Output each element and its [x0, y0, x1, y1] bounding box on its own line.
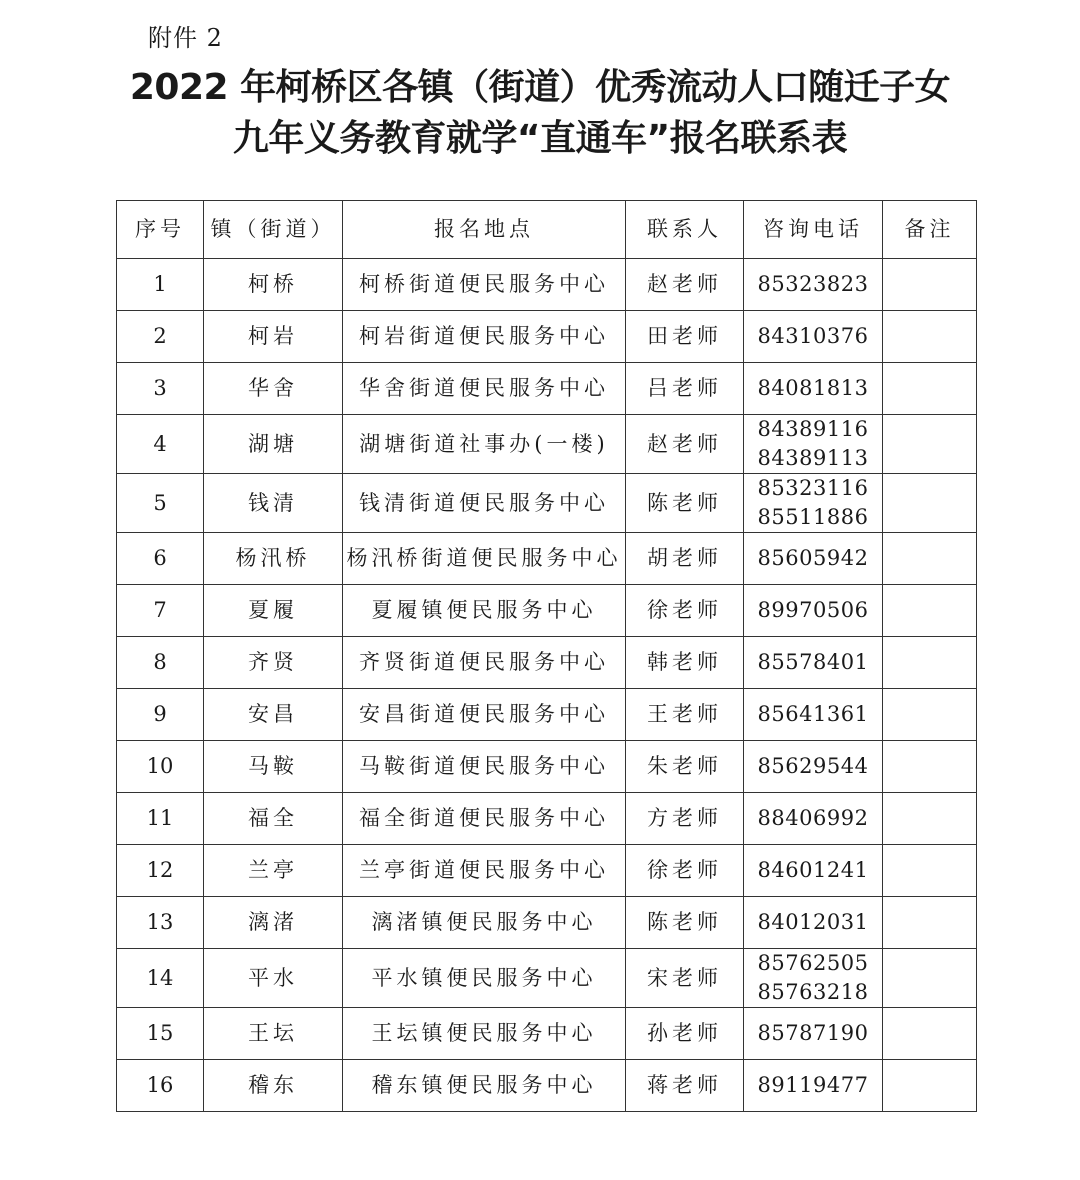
cell-no: 16	[117, 1060, 204, 1112]
cell-town: 马鞍	[204, 741, 343, 793]
cell-town: 华舍	[204, 363, 343, 415]
cell-contact: 朱老师	[626, 741, 744, 793]
cell-no: 14	[117, 949, 204, 1008]
phone-number: 89119477	[757, 1073, 869, 1097]
cell-note	[883, 474, 977, 533]
cell-no: 5	[117, 474, 204, 533]
cell-no: 13	[117, 897, 204, 949]
cell-no: 15	[117, 1008, 204, 1060]
phone-number: 85578401	[757, 650, 869, 674]
header-town: 镇（街道）	[204, 201, 343, 259]
cell-town: 安昌	[204, 689, 343, 741]
cell-place: 兰亭街道便民服务中心	[343, 845, 626, 897]
table-row	[117, 415, 977, 474]
cell-phone	[744, 259, 883, 311]
cell-note	[883, 533, 977, 585]
table-body	[117, 259, 977, 1112]
cell-place: 柯岩街道便民服务中心	[343, 311, 626, 363]
cell-note	[883, 363, 977, 415]
cell-no: 6	[117, 533, 204, 585]
table-row	[117, 533, 977, 585]
phone-number: 84389116	[757, 417, 869, 441]
cell-contact: 赵老师	[626, 259, 744, 311]
header-no: 序号	[117, 201, 204, 259]
cell-note	[883, 793, 977, 845]
cell-phone	[744, 585, 883, 637]
cell-town: 钱清	[204, 474, 343, 533]
cell-no: 2	[117, 311, 204, 363]
cell-no: 8	[117, 637, 204, 689]
cell-contact: 赵老师	[626, 415, 744, 474]
cell-place: 杨汛桥街道便民服务中心	[343, 533, 626, 585]
table-row	[117, 845, 977, 897]
cell-note	[883, 1060, 977, 1112]
document-title-line-1: 2022 年柯桥区各镇（街道）优秀流动人口随迁子女	[129, 67, 951, 108]
table-row	[117, 949, 977, 1008]
cell-place: 华舍街道便民服务中心	[343, 363, 626, 415]
cell-phone	[744, 741, 883, 793]
cell-phone	[744, 311, 883, 363]
cell-phone	[744, 474, 883, 533]
table-row	[117, 741, 977, 793]
phone-number: 88406992	[757, 806, 869, 830]
phone-number: 84601241	[757, 858, 869, 882]
table-row	[117, 793, 977, 845]
cell-place: 安昌街道便民服务中心	[343, 689, 626, 741]
cell-contact: 王老师	[626, 689, 744, 741]
document-title-line-2: 九年义务教育就学“直通车”报名联系表	[232, 118, 848, 159]
cell-contact: 田老师	[626, 311, 744, 363]
table-row	[117, 474, 977, 533]
cell-town: 兰亭	[204, 845, 343, 897]
cell-phone	[744, 1060, 883, 1112]
cell-contact: 胡老师	[626, 533, 744, 585]
cell-contact: 陈老师	[626, 474, 744, 533]
cell-place: 福全街道便民服务中心	[343, 793, 626, 845]
cell-town: 福全	[204, 793, 343, 845]
cell-note	[883, 259, 977, 311]
cell-place: 齐贤街道便民服务中心	[343, 637, 626, 689]
cell-note	[883, 311, 977, 363]
cell-contact: 陈老师	[626, 897, 744, 949]
phone-number: 85511886	[757, 505, 869, 529]
header-place: 报名地点	[343, 201, 626, 259]
cell-no: 11	[117, 793, 204, 845]
cell-phone	[744, 363, 883, 415]
phone-number: 84389113	[757, 446, 869, 470]
cell-no: 1	[117, 259, 204, 311]
cell-town: 稽东	[204, 1060, 343, 1112]
cell-town: 王坛	[204, 1008, 343, 1060]
header-note: 备注	[883, 201, 977, 259]
table-row	[117, 259, 977, 311]
table-row	[117, 637, 977, 689]
cell-note	[883, 637, 977, 689]
cell-town: 平水	[204, 949, 343, 1008]
phone-number: 85605942	[757, 546, 869, 570]
table-row	[117, 1008, 977, 1060]
cell-note	[883, 415, 977, 474]
cell-place: 稽东镇便民服务中心	[343, 1060, 626, 1112]
cell-contact: 吕老师	[626, 363, 744, 415]
phone-number: 84310376	[757, 324, 869, 348]
cell-town: 杨汛桥	[204, 533, 343, 585]
cell-note	[883, 1008, 977, 1060]
table-header-row	[117, 201, 977, 259]
phone-number: 85323116	[757, 476, 869, 500]
cell-place: 夏履镇便民服务中心	[343, 585, 626, 637]
cell-note	[883, 897, 977, 949]
phone-number: 85323823	[757, 272, 869, 296]
cell-contact: 孙老师	[626, 1008, 744, 1060]
cell-contact: 宋老师	[626, 949, 744, 1008]
cell-town: 漓渚	[204, 897, 343, 949]
cell-place: 马鞍街道便民服务中心	[343, 741, 626, 793]
cell-phone	[744, 533, 883, 585]
cell-place: 湖塘街道社事办(一楼)	[343, 415, 626, 474]
cell-place: 柯桥街道便民服务中心	[343, 259, 626, 311]
phone-number: 85641361	[757, 702, 869, 726]
phone-number: 84081813	[757, 376, 869, 400]
cell-phone	[744, 1008, 883, 1060]
cell-town: 齐贤	[204, 637, 343, 689]
attachment-label: 附件 2	[148, 24, 223, 52]
cell-no: 4	[117, 415, 204, 474]
phone-number: 85629544	[757, 754, 869, 778]
cell-note	[883, 845, 977, 897]
cell-note	[883, 741, 977, 793]
cell-note	[883, 585, 977, 637]
cell-contact: 徐老师	[626, 585, 744, 637]
table-row	[117, 1060, 977, 1112]
phone-number: 85787190	[757, 1021, 869, 1045]
cell-phone	[744, 793, 883, 845]
cell-place: 钱清街道便民服务中心	[343, 474, 626, 533]
cell-phone	[744, 637, 883, 689]
table-row	[117, 363, 977, 415]
cell-contact: 方老师	[626, 793, 744, 845]
phone-number: 84012031	[757, 910, 869, 934]
cell-no: 10	[117, 741, 204, 793]
cell-contact: 韩老师	[626, 637, 744, 689]
cell-note	[883, 689, 977, 741]
table-row	[117, 897, 977, 949]
cell-no: 9	[117, 689, 204, 741]
cell-town: 湖塘	[204, 415, 343, 474]
header-contact: 联系人	[626, 201, 744, 259]
cell-phone	[744, 415, 883, 474]
cell-no: 12	[117, 845, 204, 897]
cell-phone	[744, 689, 883, 741]
cell-town: 夏履	[204, 585, 343, 637]
cell-place: 漓渚镇便民服务中心	[343, 897, 626, 949]
phone-number: 85763218	[757, 980, 869, 1004]
cell-town: 柯桥	[204, 259, 343, 311]
phone-number: 85762505	[757, 951, 869, 975]
cell-place: 王坛镇便民服务中心	[343, 1008, 626, 1060]
table-row	[117, 585, 977, 637]
cell-town: 柯岩	[204, 311, 343, 363]
contact-table	[116, 200, 977, 1112]
cell-no: 7	[117, 585, 204, 637]
cell-phone	[744, 845, 883, 897]
cell-contact: 徐老师	[626, 845, 744, 897]
cell-phone	[744, 949, 883, 1008]
cell-place: 平水镇便民服务中心	[343, 949, 626, 1008]
cell-note	[883, 949, 977, 1008]
cell-contact: 蒋老师	[626, 1060, 744, 1112]
header-phone: 咨询电话	[744, 201, 883, 259]
cell-phone	[744, 897, 883, 949]
table-row	[117, 689, 977, 741]
cell-no: 3	[117, 363, 204, 415]
table-row	[117, 311, 977, 363]
phone-number: 89970506	[757, 598, 869, 622]
